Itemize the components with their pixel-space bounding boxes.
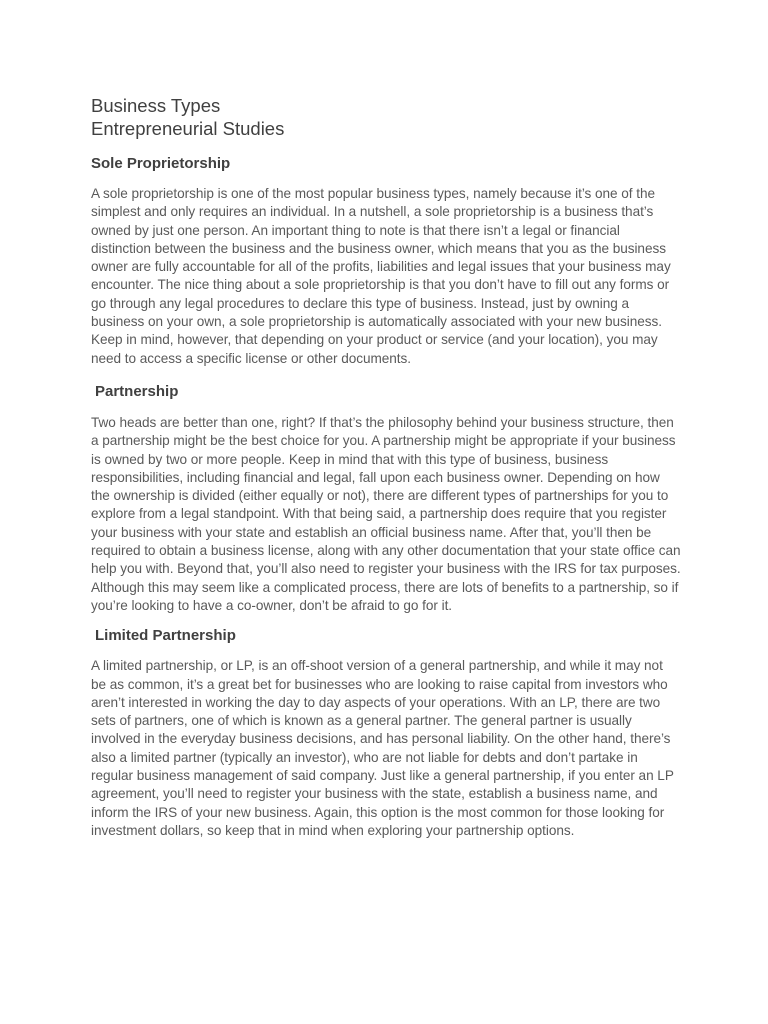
paragraph-sole-proprietorship: A sole proprietorship is one of the most popular business types, namely because it’s one of the simplest and only requires an individual. In a nutshell, a sole proprietorship is a business that’s owned by just one person. An important thing to note is that there isn’t a legal or financial distinction between the business and the business owner, which means that you as the business owner are fully accountable for all of the profits, liabilities and legal issues that your business may encounter. The nice thing about a sole proprietorship is that you don’t have to fill out any forms or go through any legal procedures to declare this type of business. Instead, just by owning a business on your own, a sole proprietorship is automatically associated with your new business. Keep in mind, however, that depending on your product or service (and your location), you may need to access a specific license or other documents. bbox=[91, 186, 671, 366]
title-line-1: Business Types bbox=[91, 95, 221, 116]
paragraph-limited-partnership: A limited partnership, or LP, is an off-shoot version of a general partnership, and while it may not be as common, it’s a great bet for businesses who are looking to raise capital from investors who aren’t interested in working the day to day aspects of your operations. With an LP, there are two sets of partners, one of which is known as a general partner. The general partner is usually involved in the everyday business decisions, and has personal liability. On the other hand, there’s also a limited partner (typically an investor), who are not liable for debts and don’t partake in regular business management of said company. Just like a general partnership, if you enter an LP agreement, you’ll need to register your business with the state, establish a business name, and inform the IRS of your new business. Again, this option is the most common for those looking for investment dollars, so keep that in mind when exploring your partnership options. bbox=[91, 658, 674, 838]
heading-limited-partnership: Limited Partnership bbox=[95, 627, 236, 645]
heading-partnership: Partnership bbox=[95, 382, 179, 400]
paragraph-partnership: Two heads are better than one, right? If that’s the philosophy behind your business structure, then a partnership might be the best choice for you. A partnership might be appropriate if your business is owned by two or more people. Keep in mind that with this type of business, business responsibilities, including financial and legal, fall upon each business owner. Depending on how the ownership is divided (either equally or not), there are different types of partnerships for you to explore from a legal standpoint. With that being said, a partnership does require that you register your business with your state and establish an official business name. After that, you’ll then be required to obtain a business license, along with any other documentation that your state office can help you with. Beyond that, you’ll also need to register your business with the IRS for tax purposes. Although this may seem like a complicated process, there are lots of benefits to a partnership, so if you’re looking to have a co-owner, don’t be afraid to go for it. bbox=[91, 414, 681, 613]
heading-sole-proprietorship: Sole Proprietorship bbox=[91, 155, 231, 172]
document-page bbox=[91, 94, 681, 840]
document-title bbox=[91, 94, 681, 140]
title-line-2: Entrepreneurial Studies bbox=[91, 118, 285, 139]
